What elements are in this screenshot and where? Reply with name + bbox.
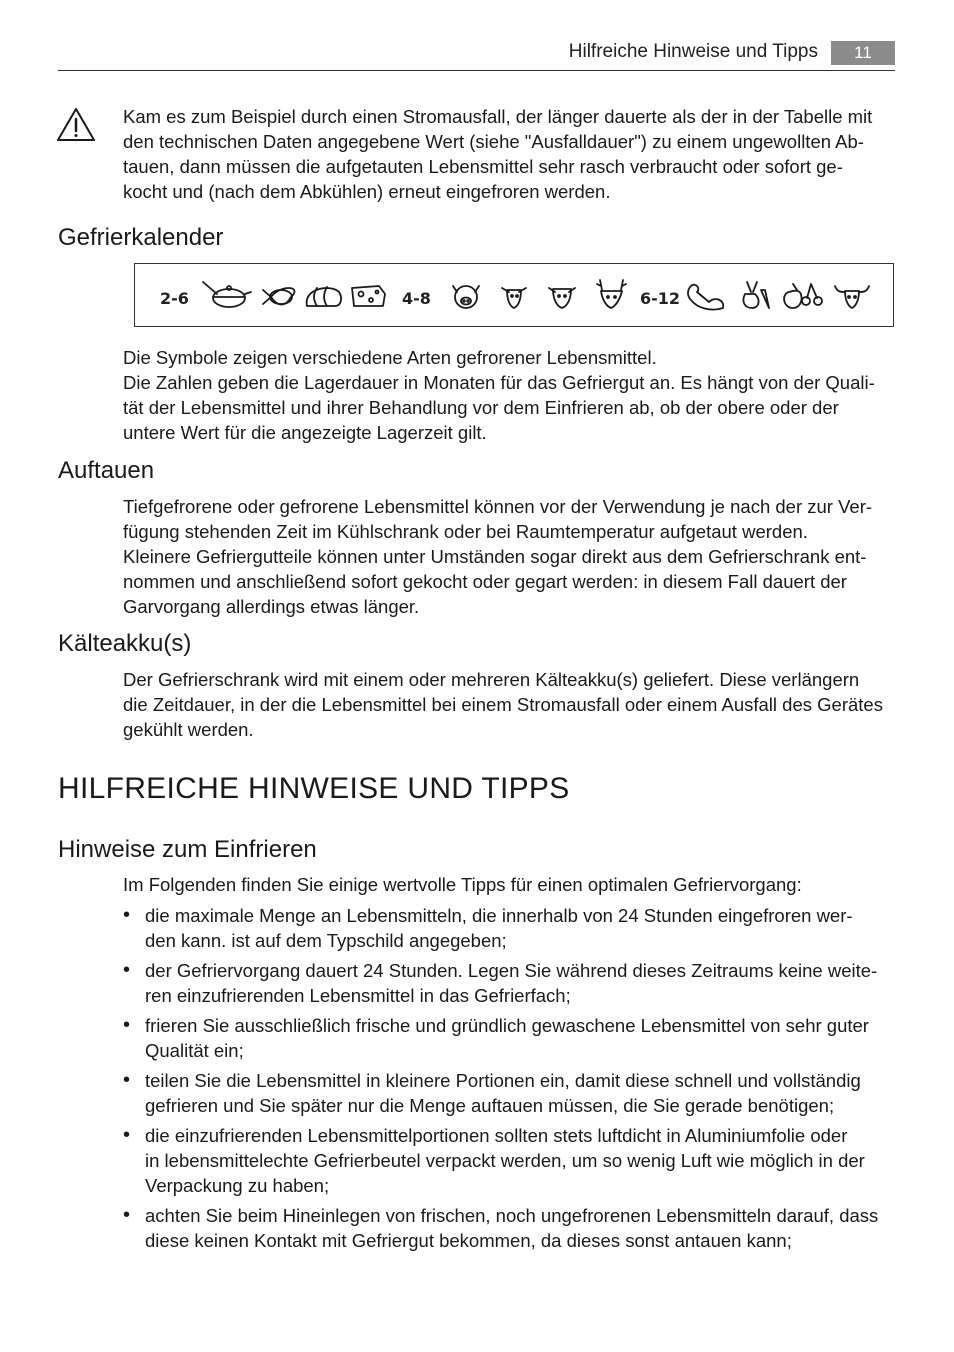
calendar-label-4-8: 4-8 (402, 289, 431, 308)
heading-kaelteakku: Kälteakku(s) (58, 630, 192, 657)
text-line: Tiefgefrorene oder gefrorene Lebensmittel können vor der Verwendung je nach der zur Ver- (123, 496, 873, 517)
text-line: in lebensmittelechte Gefrierbeutel verpackt werden, um so wenig Luft wie möglich in der (145, 1150, 865, 1171)
warning-line: tauen, dann müssen die aufgetauten Lebensmittel sehr rasch verbraucht oder sofort ge- (123, 156, 843, 177)
section-intro: Im Folgenden finden Sie einige wertvolle Tipps für einen optimalen Gefriervorgang: (123, 874, 802, 895)
warning-triangle-icon (56, 107, 96, 143)
warning-line: den technischen Daten angegebene Wert (siehe "Ausfalldauer") zu einem ungewollten Ab- (123, 131, 864, 152)
pig-icon (453, 286, 479, 308)
text-line: • frieren Sie ausschließlich frische und gründlich gewaschene Lebensmittel von sehr guter (145, 1015, 869, 1036)
kaelteakku-text (123, 667, 898, 742)
list-item (123, 1068, 898, 1118)
text-line: den kann. ist auf dem Typschild angegeben; (145, 930, 507, 951)
calendar-label-2-6: 2-6 (160, 289, 189, 308)
heading-auftauen: Auftauen (58, 457, 155, 484)
text-line: diese keinen Kontakt mit Gefriergut bekommen, da dieses sonst antauen kann; (145, 1230, 792, 1251)
text-line: • achten Sie beim Hineinlegen von frischen, noch ungefrorenen Lebensmitteln darauf, dass (145, 1205, 879, 1226)
text-line: die Zeitdauer, in der die Lebensmittel bei einem Stromausfall oder einem Ausfall des Gerätes (123, 694, 883, 715)
running-header-title: Hilfreiche Hinweise und Tipps (568, 41, 818, 62)
auftauen-text (123, 494, 898, 619)
text-line: Qualität ein; (145, 1040, 244, 1061)
fish-icon (263, 288, 294, 305)
freezing-calendar (134, 263, 894, 327)
sheep-icon (502, 288, 526, 308)
text-line: • die maximale Menge an Lebensmitteln, die innerhalb von 24 Stunden eingefroren wer- (145, 905, 853, 926)
text-line: untere Wert für die angezeigte Lagerzeit gilt. (123, 422, 487, 443)
vegetables-icon (743, 282, 769, 308)
poultry-icon (688, 285, 723, 310)
text-line: Verpackung zu haben; (145, 1175, 330, 1196)
cheese-icon (352, 286, 385, 306)
tips-list (123, 903, 898, 1258)
soup-pot-icon (203, 282, 251, 307)
text-line: tät der Lebensmittel und ihrer Behandlung vor dem Einfrieren ab, ob der obere oder der (123, 397, 839, 418)
list-item (123, 903, 898, 953)
calf-icon (549, 288, 575, 308)
text-line: fügung stehenden Zeit im Kühlschrank oder bei Raumtemperatur aufgetaut werden. (123, 521, 808, 542)
page-number: 11 (831, 41, 895, 65)
warning-line: kocht und (nach dem Abkühlen) erneut eingefroren werden. (123, 181, 611, 202)
text-line: • der Gefriervorgang dauert 24 Stunden. Legen Sie während dieses Zeitraums keine weite- (145, 960, 878, 981)
fruit-icon (784, 284, 822, 308)
warning-line: Kam es zum Beispiel durch einen Stromausfall, der länger dauerte als der in der Tabelle mit (123, 106, 873, 127)
text-line: • die einzufrierenden Lebensmittelportionen sollten stets luftdicht in Aluminiumfolie oder (145, 1125, 848, 1146)
text-line: Die Zahlen geben die Lagerdauer in Monaten für das Gefriergut an. Es hängt von der Quali- (123, 372, 875, 393)
list-item (123, 958, 898, 1008)
list-item (123, 1013, 898, 1063)
cow-icon (835, 286, 869, 308)
text-line: Der Gefrierschrank wird mit einem oder mehreren Kälteakku(s) geliefert. Diese verlängern (123, 669, 860, 690)
text-line: Kleinere Gefriergutteile können unter Umständen sogar direkt aus dem Gefrierschrank ent- (123, 546, 867, 567)
gefrierkalender-text (123, 345, 898, 445)
text-line: gekühlt werden. (123, 719, 254, 740)
warning-text (123, 104, 898, 204)
list-item (123, 1203, 898, 1253)
heading-gefrierkalender: Gefrierkalender (58, 224, 224, 251)
text-line: Garvorgang allerdings etwas länger. (123, 596, 420, 617)
bread-icon (307, 287, 341, 306)
text-line: nommen und anschließend sofort gekocht oder gegart werden: in diesem Fall dauert der (123, 571, 847, 592)
deer-icon (597, 280, 626, 308)
calendar-label-6-12: 6-12 (640, 289, 681, 308)
text-line: ren einzufrierenden Lebensmittel in das Gefrierfach; (145, 985, 571, 1006)
text-line: • teilen Sie die Lebensmittel in kleinere Portionen ein, damit diese schnell und vollständig (145, 1070, 861, 1091)
header-rule (58, 70, 895, 71)
heading-hinweise-einfrieren: Hinweise zum Einfrieren (58, 836, 317, 863)
list-item (123, 1123, 898, 1198)
text-line: gefrieren und Sie später nur die Menge auftauen müssen, die Sie gerade benötigen; (145, 1095, 835, 1116)
text-line: Die Symbole zeigen verschiedene Arten gefrorener Lebensmittel. (123, 347, 657, 368)
section-title: HILFREICHE HINWEISE UND TIPPS (58, 772, 570, 805)
